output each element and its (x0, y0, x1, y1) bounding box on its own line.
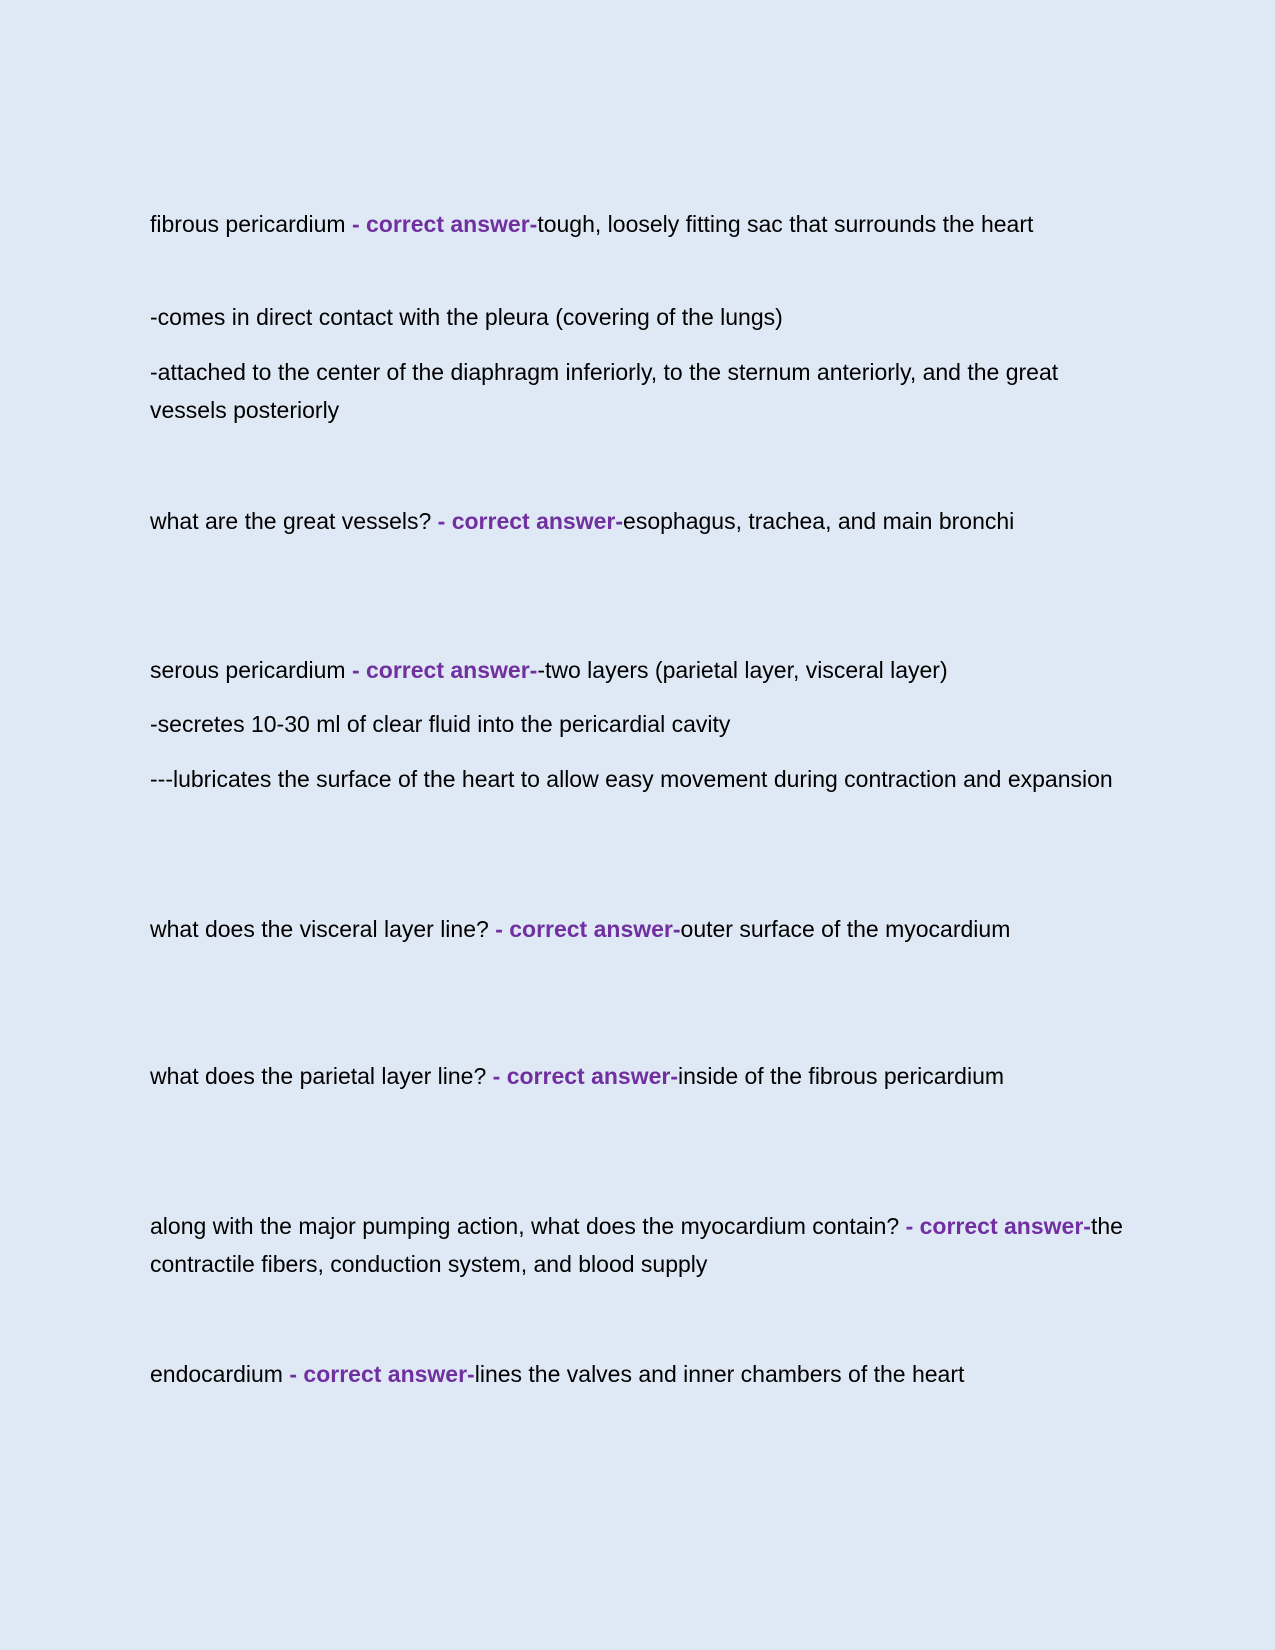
definition: inside of the fibrous pericardium (678, 1063, 1005, 1089)
definition: the contractile fibers, conduction system, and blood supply (150, 1213, 1123, 1277)
entry-fibrous-pericardium (150, 205, 1130, 243)
answer-marker: - correct answer- (289, 1361, 475, 1387)
term: fibrous pericardium (150, 211, 352, 237)
entry-endocardium (150, 1355, 1130, 1393)
entry-visceral-layer (150, 910, 1130, 948)
answer-marker: - correct answer- (437, 508, 624, 534)
note: -secretes 10-30 ml of clear fluid into the pericardial cavity (150, 711, 731, 737)
entry-myocardium (150, 1207, 1130, 1283)
note: ---lubricates the surface of the heart to allow easy movement during contraction and expansion (150, 766, 1113, 792)
answer-marker: - correct answer- (351, 211, 538, 237)
entry-great-vessels (150, 502, 1130, 540)
entry-serous-pericardium (150, 651, 1130, 689)
definition: outer surface of the myocardium (680, 916, 1011, 942)
definition: tough, loosely fitting sac that surrounds the heart (537, 211, 1034, 237)
entry-parietal-layer (150, 1057, 1130, 1095)
answer-marker: - correct answer- (492, 1063, 679, 1089)
term: what does the visceral layer line? (150, 916, 496, 942)
note: -comes in direct contact with the pleura (covering of the lungs) (150, 304, 783, 330)
term: what does the parietal layer line? (150, 1063, 493, 1089)
definition: -two layers (parietal layer, visceral layer) (537, 657, 948, 683)
term: endocardium (150, 1361, 290, 1387)
definition: lines the valves and inner chambers of the heart (474, 1361, 965, 1387)
term: serous pericardium (150, 657, 352, 683)
answer-marker: - correct answer- (905, 1213, 1091, 1239)
note: -attached to the center of the diaphragm inferiorly, to the sternum anteriorly, and the great vessels posteriorly (150, 359, 1059, 423)
definition: esophagus, trachea, and main bronchi (623, 508, 1015, 534)
answer-marker: - correct answer- (351, 657, 538, 683)
answer-marker: - correct answer- (495, 916, 681, 942)
term: along with the major pumping action, what does the myocardium contain? (150, 1213, 906, 1239)
term: what are the great vessels? (150, 508, 438, 534)
